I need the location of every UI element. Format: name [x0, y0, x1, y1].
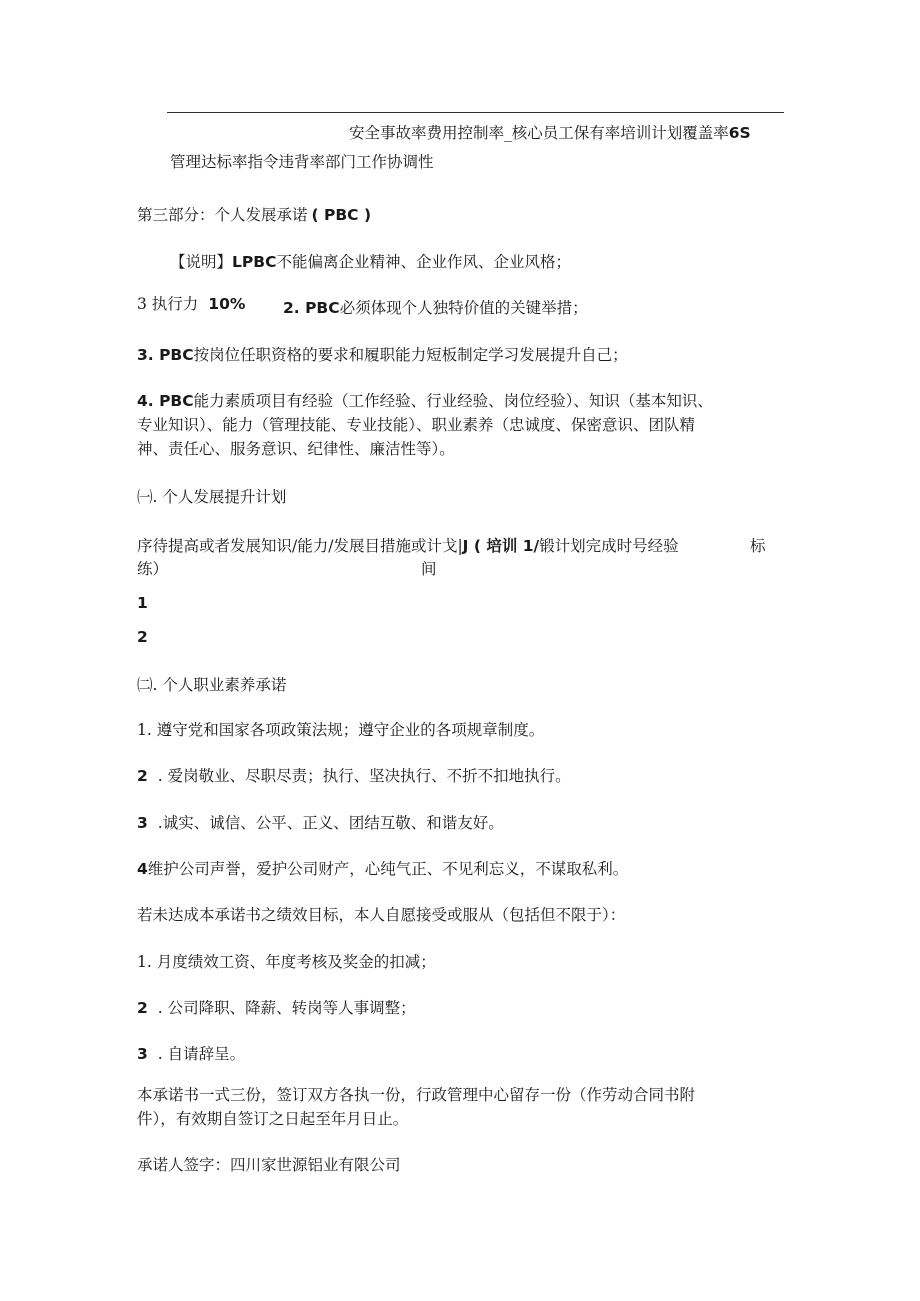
- note-item-2: 2. PBC必须体现个人独特价值的关键举措；: [283, 299, 588, 317]
- plan-table-header: 序待提高或者发展知识/能力/发展目措施或计戈|J ( 培训 1/锻计划完成时号经验: [137, 537, 679, 555]
- header-line-1: 安全事故率费用控制率_核心员工保有率培训计划覆盖率6S: [349, 124, 751, 142]
- plan-row-1: 1: [137, 594, 148, 612]
- penalty-item-2: 2 . 公司降职、降薪、转岗等人事调整；: [137, 999, 416, 1017]
- exec-weight: 3 执行力 10%: [137, 295, 246, 313]
- section1-title: ㈠. 个人发展提升计划: [137, 488, 287, 506]
- part3-title: 第三部分：个人发展承诺 ( PBC ): [137, 206, 372, 224]
- conduct-item-3: 3 .诚实、诚信、公平、正义、团结互敬、和谐友好。: [137, 814, 504, 832]
- note-item-3: 3. PBC按岗位任职资格的要求和履职能力短板制定学习发展提升自己；: [137, 346, 628, 364]
- section2-title: ㈡. 个人职业素养承诺: [137, 676, 287, 694]
- conduct-item-4: 4维护公司声誉，爱护公司财产，心纯气正、不见利忘义，不谋取私利。: [137, 860, 629, 878]
- note-item-4-line-3: 神、责任心、服务意识、纪律性、廉洁性等）。: [137, 440, 455, 458]
- plan-table-header-target: 标: [750, 537, 766, 555]
- note-item-4-line-2: 专业知识）、能力（管理技能、专业技能）、职业素养（忠诚度、保密意识、团队精: [137, 416, 696, 434]
- plan-table-header-line-2b: 间: [421, 560, 437, 578]
- closing-line-1: 本承诺书一式三份，签订双方各执一份，行政管理中心留存一份（作劳动合同书附: [137, 1086, 696, 1104]
- plan-row-2: 2: [137, 628, 148, 646]
- header-rule: [167, 112, 784, 113]
- note-item-1: 【说明】LPBC不能偏离企业精神、企业作风、企业风格；: [170, 253, 571, 271]
- header-line-2: 管理达标率指令违背率部门工作协调性: [170, 153, 434, 171]
- conduct-item-2: 2 . 爱岗敬业、尽职尽责；执行、坚决执行、不折不扣地执行。: [137, 767, 571, 785]
- closing-line-2: 件），有效期自签订之日起至年月日止。: [137, 1110, 409, 1128]
- penalty-intro: 若未达成本承诺书之绩效目标，本人自愿接受或服从（包括但不限于）：: [137, 906, 626, 924]
- conduct-item-1: 1. 遵守党和国家各项政策法规；遵守企业的各项规章制度。: [137, 721, 545, 739]
- plan-table-header-line-2a: 练）: [137, 560, 169, 578]
- note-item-4-line-1: 4. PBC能力素质项目有经验（工作经验、行业经验、岗位经验）、知识（基本知识、: [137, 392, 713, 410]
- signature-line: 承诺人签字：四川家世源铝业有限公司: [137, 1156, 401, 1174]
- penalty-item-3: 3 . 自请辞呈。: [137, 1045, 246, 1063]
- penalty-item-1: 1. 月度绩效工资、年度考核及奖金的扣减；: [137, 953, 436, 971]
